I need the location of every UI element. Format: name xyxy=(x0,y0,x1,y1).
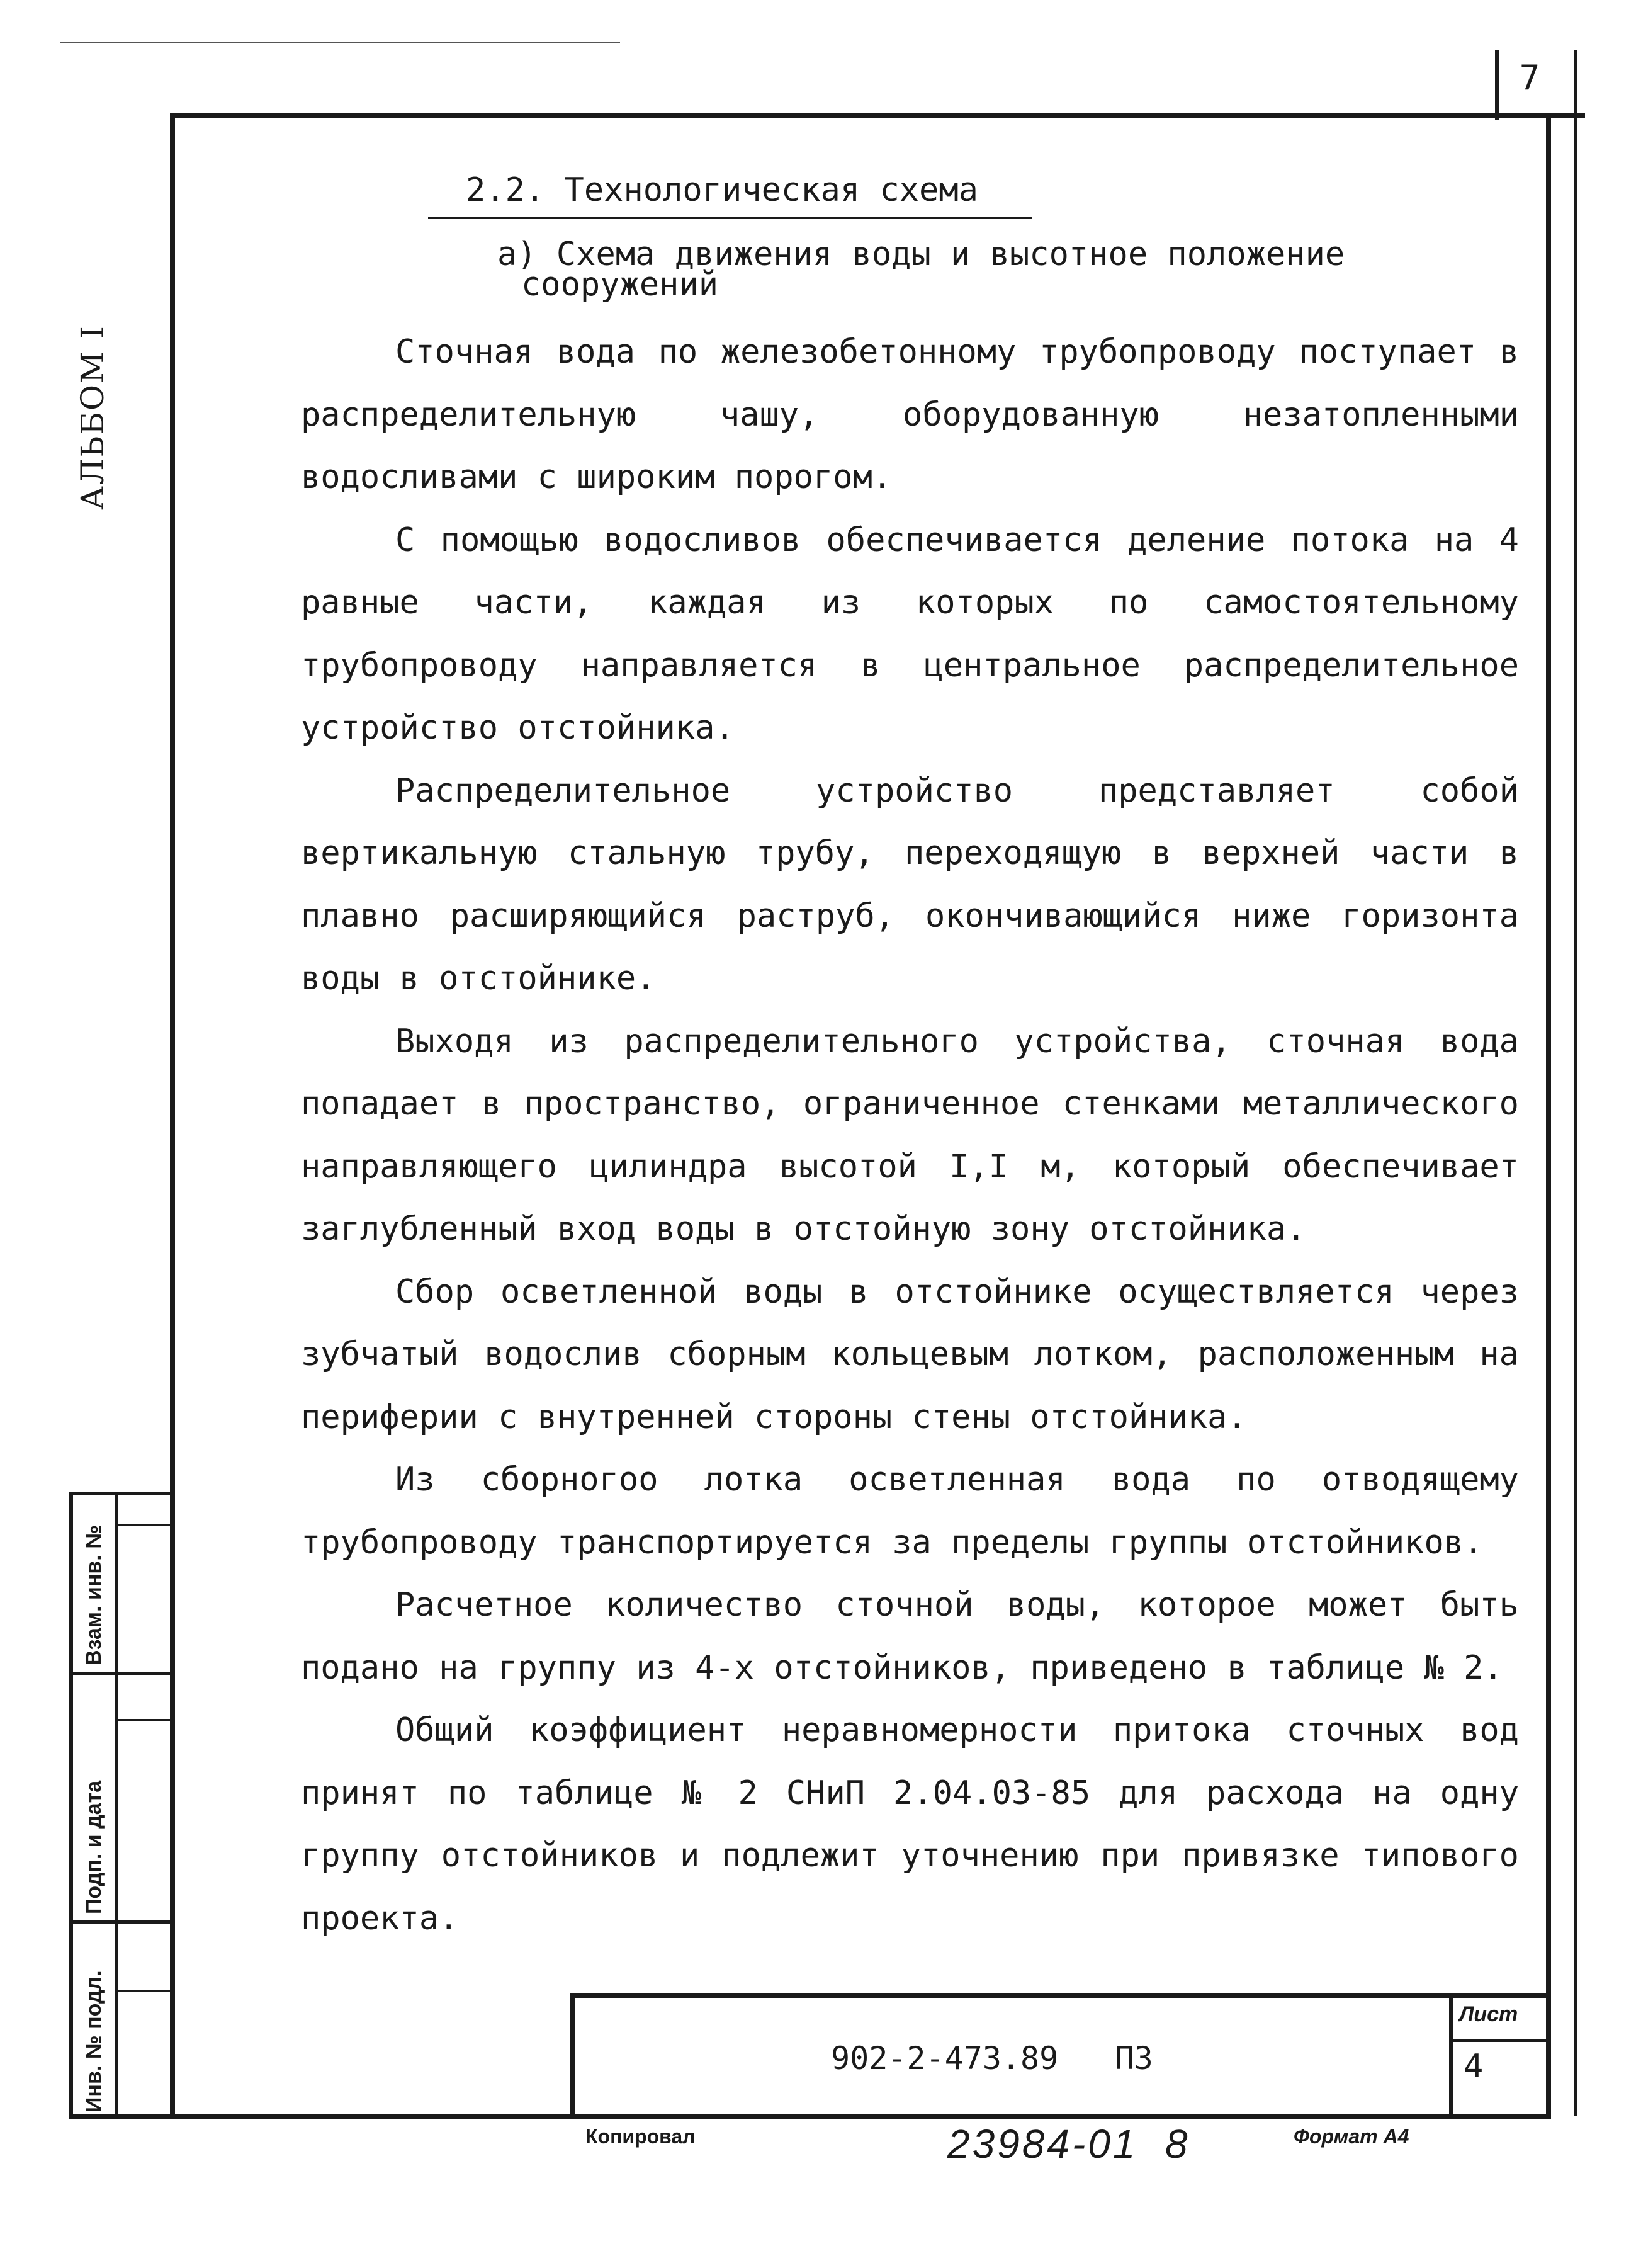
sub-heading-line-2: сооружений xyxy=(521,266,719,303)
paragraph: Общий коэффициент неравномерности притока сточных вод принят по таблице № 2 СНиП 2.04.03-85 для расхода на одну группу отстойников и подлежит уточнению при привязке типового проекта. xyxy=(301,1711,1519,1937)
title-block-sheet-separator xyxy=(1449,2039,1551,2042)
paragraph: Сточная вода по железобетонному трубопроводу поступает в распределительную чашу, оборудованную незатопленными водосливами с широким порогом. xyxy=(301,333,1519,496)
title-block-left xyxy=(570,1993,575,2119)
sidebar-top xyxy=(69,1492,175,1495)
sidebar-inner-1 xyxy=(118,1524,170,1526)
title-block-top xyxy=(570,1993,1551,1998)
sidebar-inner-2 xyxy=(118,1719,170,1721)
copied-label: Копировал xyxy=(585,2125,696,2148)
sidebar-vzam-inv: Взам. инв. № xyxy=(82,1524,106,1665)
paragraph: Сбор осветленной воды в отстойнике осуществляется через зубчатый водослив сборным кольцевым лотком, расположенным на периферии с внутренней стороны стены отстойника. xyxy=(301,1273,1519,1436)
sub-heading-line-1: а) Схема движения воды и высотное положение xyxy=(497,235,1345,273)
sheet-label: Лист xyxy=(1459,2002,1518,2026)
album-label: АЛЬБОМ I xyxy=(74,325,111,510)
document-code: 902-2-473.89 ПЗ xyxy=(831,2040,1153,2077)
sub-heading xyxy=(497,235,1345,303)
top-rule xyxy=(60,42,620,43)
page-number: 7 xyxy=(1519,58,1540,98)
section-heading-underline xyxy=(428,217,1032,219)
sidebar-inner-3 xyxy=(118,1990,170,1992)
sheet-number: 4 xyxy=(1464,2048,1484,2085)
sidebar-podp-data: Подп. и дата xyxy=(82,1780,106,1914)
paragraph: Расчетное количество сточной воды, которое может быть подано на группу из 4-х отстойников, приведено в таблице № 2. xyxy=(301,1586,1519,1687)
paragraph: С помощью водосливов обеспечивается деление потока на 4 равные части, каждая из которых по самостоятельному трубопроводу направляется в центральное распределительное устройство отстойника. xyxy=(301,521,1519,747)
stamp-number: 23984-01 8 xyxy=(947,2121,1190,2167)
right-strip xyxy=(1574,50,1577,2116)
frame-right xyxy=(1546,113,1551,2119)
sidebar-separator-2 xyxy=(69,1920,175,1924)
section-heading: 2.2. Технологическая схема xyxy=(466,171,978,209)
frame-bottom xyxy=(69,2114,1551,2119)
body-text xyxy=(301,321,1519,1950)
page-number-divider xyxy=(1495,50,1499,120)
paragraph: Из сборногоо лотка осветленная вода по отводящему трубопроводу транспортируется за пределы группы отстойников. xyxy=(301,1461,1519,1562)
format-label: Формат А4 xyxy=(1294,2125,1409,2148)
paragraph: Распределительное устройство представляет собой вертикальную стальную трубу, переходящую в верхней части в плавно расширяющийся раструб, окончивающийся ниже горизонта воды в отстойнике. xyxy=(301,771,1519,997)
title-block-divider xyxy=(1449,1993,1453,2119)
frame-top xyxy=(170,113,1585,118)
sidebar-separator-1 xyxy=(69,1672,175,1675)
paragraph: Выходя из распределительного устройства, сточная вода попадает в пространство, ограниченное стенками металлического направляющего цилиндра высотой I,I м, который обеспечивает заглубленный вход воды в отстойную зону отстойника. xyxy=(301,1022,1519,1248)
sidebar-divider xyxy=(115,1492,118,2119)
frame-left xyxy=(170,113,175,2119)
sidebar-inv-podl: Инв. № подл. xyxy=(82,1970,106,2112)
sidebar-edge xyxy=(69,1492,73,2119)
